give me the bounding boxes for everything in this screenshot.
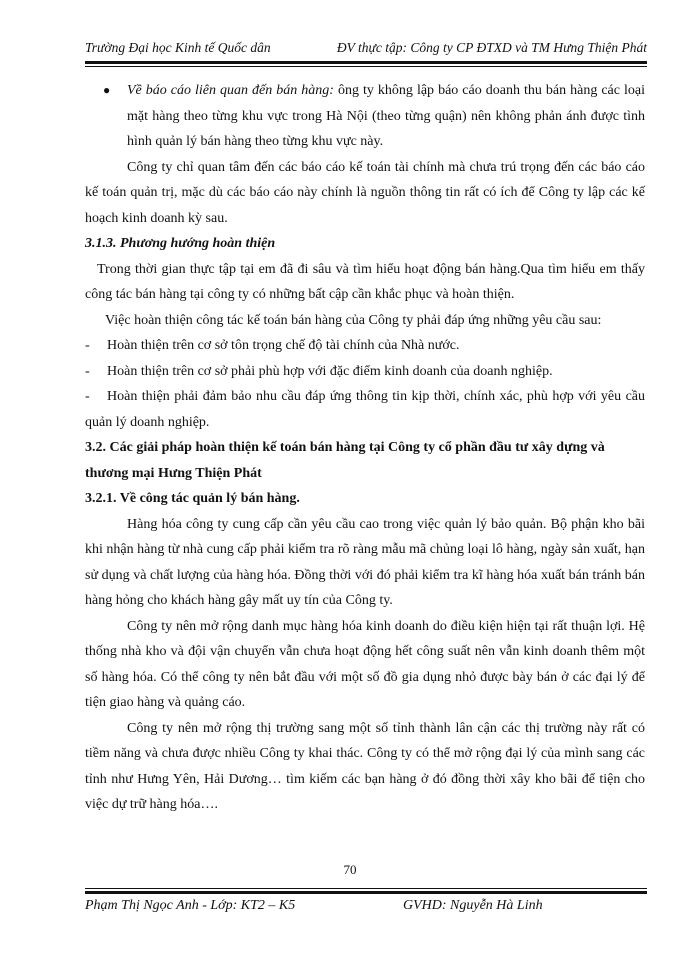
footer-student: Phạm Thị Ngọc Anh - Lớp: KT2 – K5 [85,898,296,913]
paragraph-requirements: Việc hoàn thiện công tác kế toán bán hàng của Công ty phải đáp ứng những yêu cầu sau: [105,312,602,328]
footer-supervisor: GVHD: Nguyễn Hà Linh [403,898,543,913]
dash-marker: - [85,389,90,404]
dash-item-3 [85,384,645,435]
paragraph-expand-market: Công ty nên mở rộng thị trường sang một số tỉnh thành lân cận các thị trường này rất có tiềm năng và chưa được nhiều Công ty khai thác. Công ty có thể mở rộng đại lý của mình sang các tỉnh như Hưng Yên, Hải Dương… tìm kiếm các bạn hàng ở đó đồng thời xây kho bãi để tiện cho việc dự trữ hàng hóa…. [85,720,645,812]
dash-item-text: Hoàn thiện trên cơ sở phải phù hợp với đặc điểm kinh doanh của doanh nghiệp. [107,363,553,379]
header-university: Trường Đại học Kinh tế Quốc dân [85,40,271,55]
paragraph-internship: Trong thời gian thực tập tại em đã đi sâu và tìm hiểu hoạt động bán hàng.Qua tìm hiểu em thấy công tác bán hàng tại công ty có những bất cập cần khắc phục và hoàn thiện. [85,261,645,302]
header-internship-unit: ĐV thực tập: Công ty CP ĐTXD và TM Hưng Thiện Phát [336,40,647,55]
dash-item-text: Hoàn thiện trên cơ sở tôn trọng chế độ tài chính của Nhà nước. [107,338,460,353]
dash-item-1 [85,333,645,359]
header-rule-thick [85,61,647,64]
dash-item-text: Hoàn thiện phải đảm bảo nhu cầu đáp ứng thông tin kịp thời, chính xác, phù hợp với yêu cầu quản lý doanh nghiệp. [85,389,645,430]
heading-3-2: 3.2. Các giải pháp hoàn thiện kế toán bán hàng tại Công ty cổ phần đầu tư xây dựng và thương mại Hưng Thiện Phát [85,440,605,481]
bullet-icon: ● [103,83,111,97]
heading-3-1-3: 3.1.3. Phương hướng hoàn thiện [85,236,276,251]
heading-3-2-1: 3.2.1. Về công tác quản lý bán hàng. [85,491,300,506]
paragraph-goods-management: Hàng hóa công ty cung cấp cần yêu cầu cao trong việc quản lý bảo quản. Bộ phận kho bãi khi nhận hàng từ nhà cung cấp phải kiểm tra rõ ràng mẫu mã chủng loại lô hàng, ngày sản xuất, hạn sử dụng và chất lượng của hàng hóa. Đồng thời với đó phải kiểm tra kĩ hàng hóa xuất bán tránh bán hàng hỏng cho khách hàng gây mất uy tín của Công ty. [85,516,645,608]
bullet-lead-text: Về báo cáo liên quan đến bán hàng: [127,83,334,98]
footer-rule-thick [85,891,647,894]
document-body [85,78,645,818]
bullet-body-text: ông ty không lập báo cáo doanh thu bán hàng các loại mặt hàng theo từng khu vực trong Hà Nội (theo từng quận) nên không phản ánh được tình hình quản lý bán hàng theo từng khu vực này. [127,83,645,149]
header-rule-thin [85,66,647,67]
bullet-sales-report [85,78,645,155]
dash-marker: - [85,363,90,379]
footer-rule-thin [85,888,647,889]
paragraph-expand-catalog: Công ty nên mở rộng danh mục hàng hóa kinh doanh do điều kiện hiện tại rất thuận lợi. Hệ thống nhà kho và đội vận chuyển vẫn chưa hoạt động hết công suất nên vẫn kinh doanh thêm một số hàng hóa. Có thể công ty nên bắt đầu với một số đồ gia dụng nhỏ được bày bán ở các đại lý để tiện giao hàng và quảng cáo. [85,618,645,710]
dash-marker: - [85,338,90,353]
dash-item-2 [85,359,645,385]
paragraph-financial-reports: Công ty chỉ quan tâm đến các báo cáo kế toán tài chính mà chưa trú trọng đến các báo cáo kế toán quản trị, mặc dù các báo cáo này chính là nguồn thông tin rất có ích để Công ty lập các kế hoạch kinh doanh kỳ sau. [85,159,645,226]
page-number: 70 [343,862,357,877]
